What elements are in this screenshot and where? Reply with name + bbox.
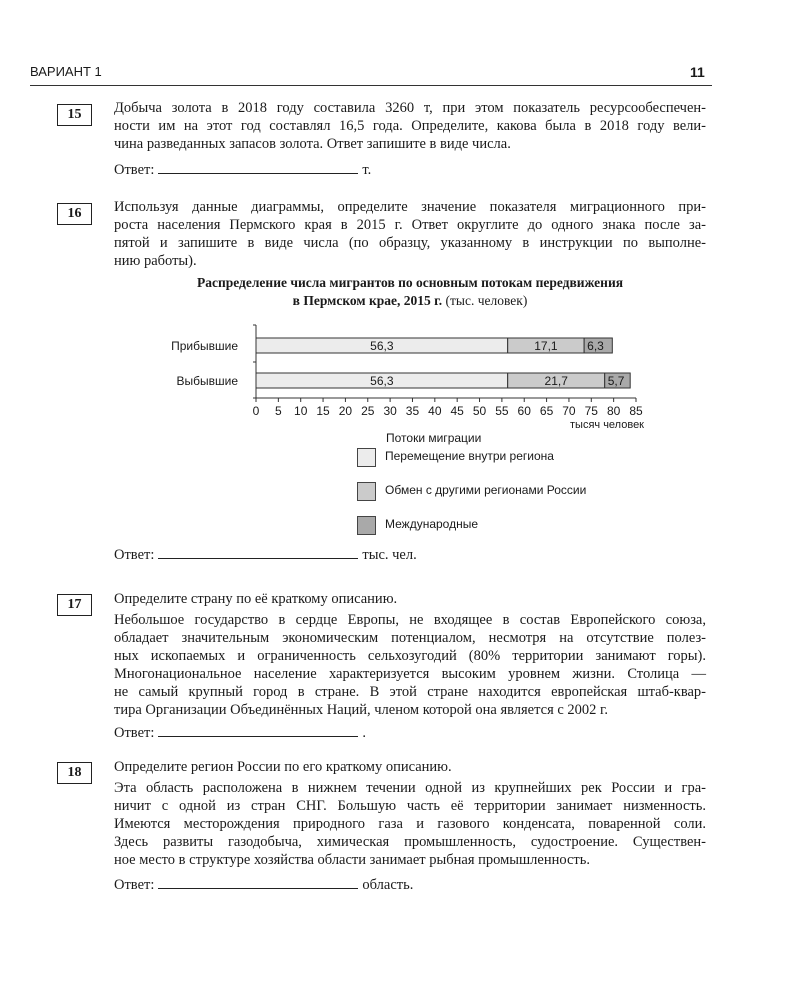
- text-line: обладает значительным экономическим потенциалом, несмотря на отсутствие полез-: [114, 630, 706, 646]
- answer-unit: область.: [362, 877, 414, 893]
- text-line: Добыча золота в 2018 году составила 3260 т, при этом показатель ресурсообеспечен-: [114, 100, 706, 116]
- question-18-text: [114, 779, 706, 869]
- text-line: ничит с одной из стран СНГ. Большую часть её территории занимает низменность.: [114, 798, 706, 814]
- question-17-intro: Определите страну по её краткому описанию.: [114, 591, 398, 607]
- text-line: чина разведанных запасов золота. Ответ запишите в виде числа.: [114, 136, 511, 152]
- bar-value-label: 17,1: [534, 339, 558, 353]
- x-tick-label: 5: [275, 404, 282, 418]
- chart-title-line2: в Пермском крае, 2015 г.: [292, 293, 443, 308]
- answer-field-18[interactable]: [158, 876, 358, 889]
- page-number: 11: [690, 64, 705, 80]
- answer-label: Ответ:: [114, 877, 155, 893]
- question-18-intro: Определите регион России по его краткому описанию.: [114, 759, 452, 775]
- x-tick-label: 0: [252, 404, 260, 418]
- legend-label: Международные: [385, 517, 479, 531]
- x-axis-unit: тысяч человек: [570, 419, 644, 431]
- x-tick-label: 75: [584, 404, 598, 418]
- x-tick-label: 20: [338, 404, 353, 418]
- category-label: Выбывшие: [176, 374, 238, 388]
- question-number-15: 15: [57, 104, 92, 126]
- legend-swatch: [357, 448, 376, 467]
- answer-field-17[interactable]: [158, 724, 358, 737]
- text-line: Здесь развиты газодобыча, химическая промышленность, судостроение. Существен-: [114, 834, 706, 850]
- x-tick-label: 55: [495, 404, 509, 418]
- x-tick-label: 35: [405, 404, 420, 418]
- text-line: Имеются месторождения природного газа и газового конденсата, поваренной соли.: [114, 816, 706, 832]
- x-tick-label: 50: [472, 404, 487, 418]
- text-line: нию работы).: [114, 253, 197, 269]
- bar-value-label: 6,3: [587, 339, 604, 353]
- x-tick-label: 85: [629, 404, 643, 418]
- x-tick-label: 25: [361, 404, 375, 418]
- answer-label: Ответ:: [114, 547, 155, 563]
- bar-value-label: 21,7: [544, 374, 568, 388]
- legend-swatch: [357, 516, 376, 535]
- answer-18: [114, 876, 413, 894]
- answer-unit: тыс. чел.: [362, 547, 417, 563]
- x-tick-label: 65: [539, 404, 554, 418]
- chart-title-unit: (тыс. человек): [445, 293, 528, 308]
- answer-label: Ответ:: [114, 725, 155, 741]
- answer-unit: .: [362, 725, 366, 741]
- x-tick-label: 15: [316, 404, 330, 418]
- answer-16: [114, 546, 417, 564]
- x-tick-label: 60: [517, 404, 531, 418]
- answer-17: [114, 724, 366, 742]
- bar-value-label: 5,7: [607, 374, 625, 388]
- text-line: ное место в структуре хозяйства области занимает рыбная промышленность.: [114, 852, 590, 868]
- legend-label: Перемещение внутри региона: [385, 449, 554, 463]
- text-line: ности им на этот год составлял 16,5 года. Определите, какова была в 2018 году вели-: [114, 118, 706, 134]
- text-line: пятой и запишите в виде числа (по образцу, указанному в инструкции по выполне-: [114, 235, 706, 251]
- x-tick-label: 45: [450, 404, 464, 418]
- x-tick-label: 30: [383, 404, 397, 418]
- x-tick-label: 10: [294, 404, 308, 418]
- text-line: роста населения Пермского края в 2015 г. Ответ округлите до одного знака после за-: [114, 217, 706, 233]
- answer-label: Ответ:: [114, 162, 155, 178]
- question-number-18: 18: [57, 762, 92, 784]
- text-line: не самый крупный город в стране. В этой стране находится европейская штаб-квар-: [114, 684, 706, 700]
- legend-title: Потоки миграции: [386, 431, 482, 445]
- chart-title-line1: Распределение числа мигрантов по основным потокам передвижения: [196, 275, 624, 290]
- question-17-text: [114, 611, 706, 719]
- text-line: Эта область расположена в нижнем течении одной из крупнейших рек России и гра-: [114, 780, 706, 796]
- x-tick-label: 80: [606, 404, 621, 418]
- variant-label: ВАРИАНТ 1: [30, 64, 102, 79]
- question-number-17: 17: [57, 594, 92, 616]
- text-line: Многонациональное население характеризуется высоким уровнем жизни. Столица —: [114, 666, 706, 682]
- text-line: ных ископаемых и ограниченность сельхозугодий (80% территории занимают горы).: [114, 648, 706, 664]
- legend-label: Обмен с другими регионами России: [385, 483, 587, 497]
- text-line: Небольшое государство в сердце Европы, не входящее в состав Европейского союза,: [114, 612, 706, 628]
- bar-value-label: 56,3: [370, 374, 394, 388]
- text-line: тира Организации Объединённых Наций, членом которой она является с 2002 г.: [114, 702, 608, 718]
- legend-swatch: [357, 482, 376, 501]
- question-number-16: 16: [57, 203, 92, 225]
- answer-field-16[interactable]: [158, 546, 358, 559]
- bar-value-label: 56,3: [370, 339, 394, 353]
- category-label: Прибывшие: [171, 339, 238, 353]
- text-line: Используя данные диаграммы, определите значение показателя миграционного при-: [114, 199, 706, 215]
- x-tick-label: 70: [562, 404, 576, 418]
- answer-unit: т.: [362, 162, 372, 178]
- x-tick-label: 40: [428, 404, 442, 418]
